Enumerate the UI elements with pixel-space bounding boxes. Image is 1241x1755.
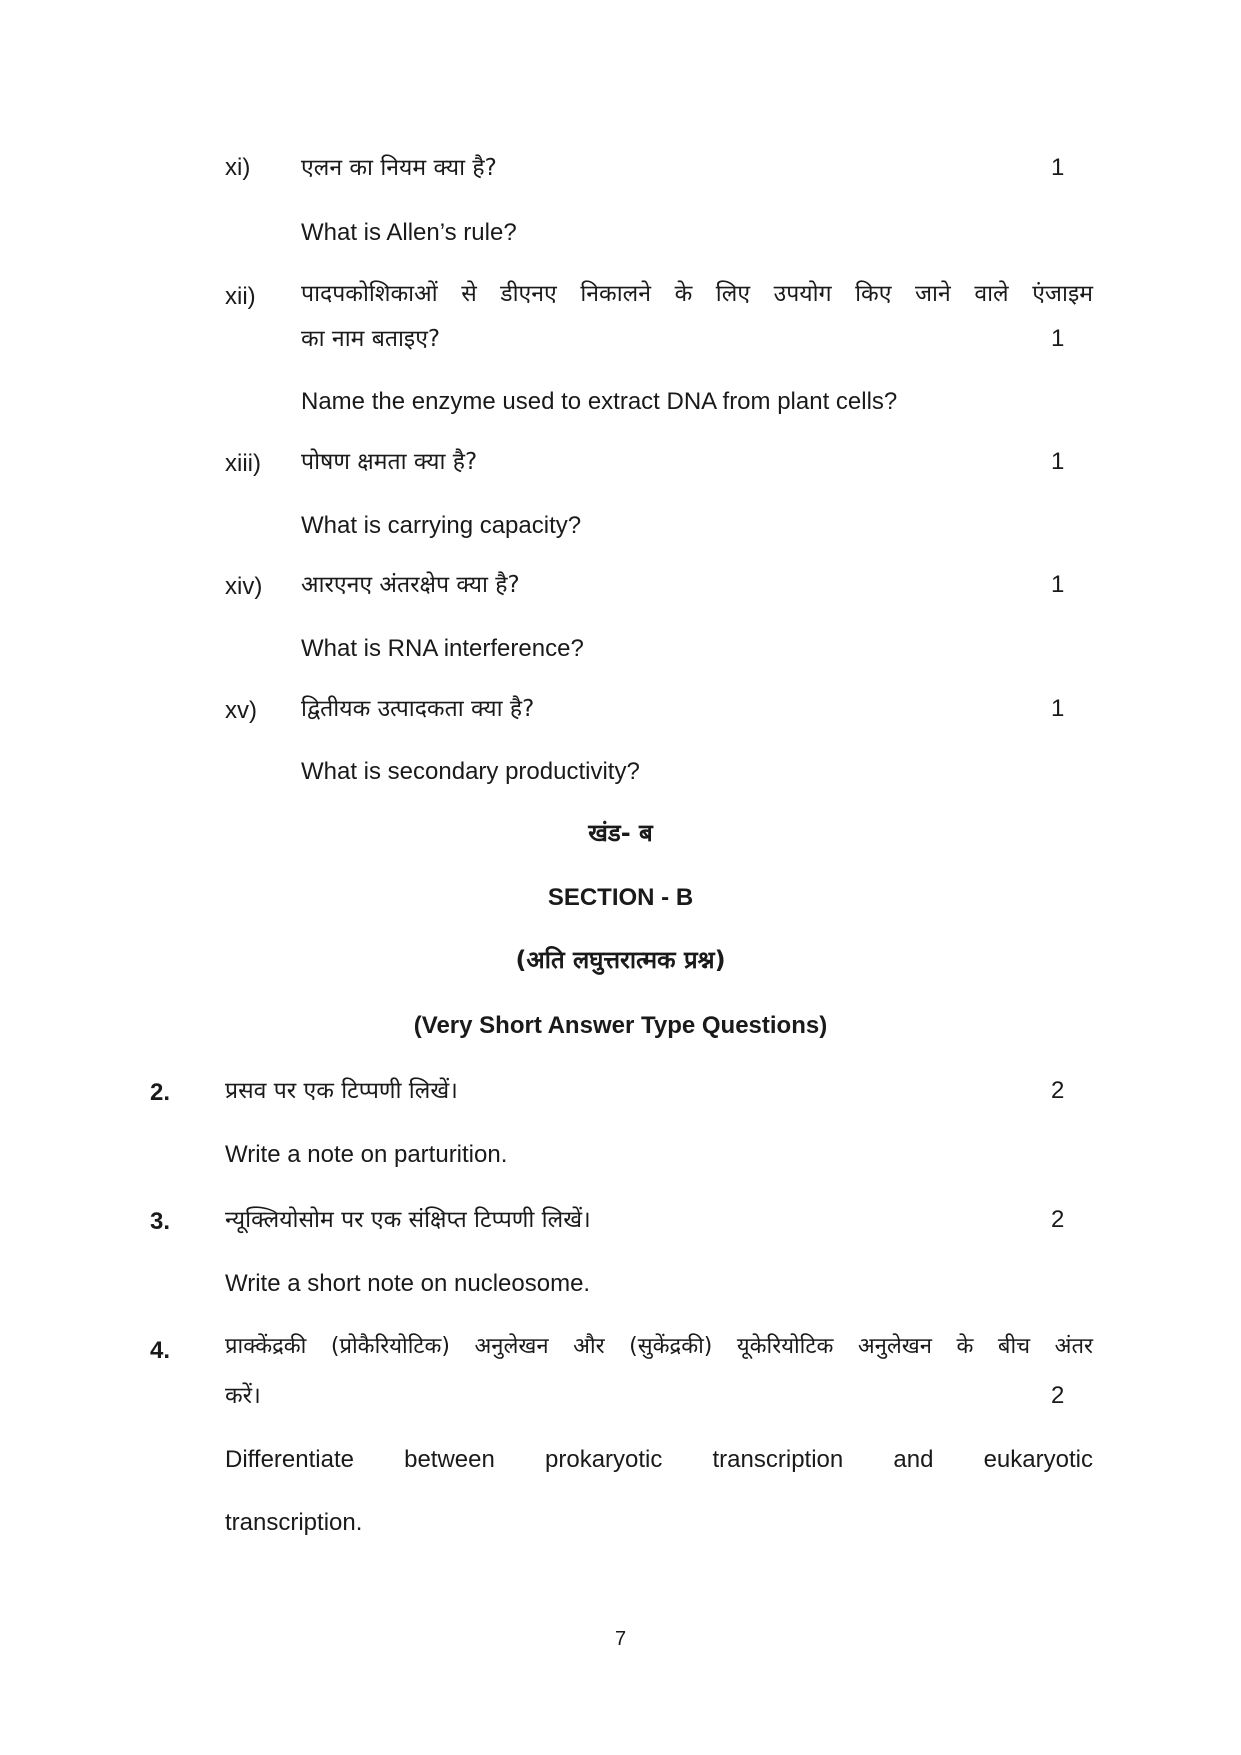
word: and (893, 1446, 934, 1473)
question-english-line (225, 1445, 1093, 1475)
marks: 1 (1051, 325, 1065, 352)
question-english: Write a note on parturition. (225, 1141, 508, 1168)
subquestion-english: What is secondary productivity? (301, 758, 640, 785)
subquestion-english: What is carrying capacity? (301, 512, 582, 539)
marks: 2 (1051, 1382, 1065, 1409)
word: between (404, 1446, 495, 1473)
subquestion-number: xiii) (225, 450, 261, 477)
subquestion-hindi: पादपकोशिकाओं से डीएनए निकालने के लिए उपयोग किए जाने वाले एंजाइम (301, 281, 1093, 307)
question-english: transcription. (225, 1509, 363, 1536)
subquestion-hindi: द्वितीयक उत्पादकता क्या है? (301, 696, 535, 722)
subquestion-number: xiv) (225, 573, 263, 600)
marks: 1 (1051, 448, 1065, 475)
marks: 2 (1051, 1206, 1065, 1233)
question-english: Write a short note on nucleosome. (225, 1270, 591, 1297)
marks: 1 (1051, 571, 1065, 598)
subquestion-english: What is RNA interference? (301, 635, 584, 662)
subquestion-number: xi) (225, 154, 251, 181)
question-number: 2. (150, 1079, 171, 1106)
subquestion-hindi: एलन का नियम क्या है? (301, 155, 497, 181)
subquestion-english: What is Allen’s rule? (301, 219, 517, 246)
question-number: 3. (150, 1208, 171, 1235)
marks: 1 (1051, 154, 1065, 181)
word: transcription (712, 1446, 844, 1473)
section-subtitle: (Very Short Answer Type Questions) (413, 1012, 828, 1039)
question-number: 4. (150, 1337, 171, 1364)
subquestion-hindi: पोषण क्षमता क्या है? (301, 449, 478, 475)
question-hindi: करें। (225, 1383, 261, 1409)
subquestion-number: xii) (225, 283, 256, 310)
section-subtitle-hindi: (अति लघुत्तरात्मक प्रश्न) (515, 946, 726, 974)
subquestion-hindi: आरएनए अंतरक्षेप क्या है? (301, 572, 520, 598)
question-hindi: न्यूक्लियोसोम पर एक संक्षिप्त टिप्पणी लिखें। (225, 1207, 591, 1233)
word: eukaryotic (983, 1446, 1093, 1473)
question-hindi: प्रसव पर एक टिप्पणी लिखें। (225, 1078, 458, 1104)
marks: 1 (1051, 695, 1065, 722)
subquestion-number: xv) (225, 697, 257, 724)
word: Differentiate (225, 1446, 354, 1473)
marks: 2 (1051, 1077, 1065, 1104)
page-number: 7 (614, 1628, 627, 1650)
section-title-hindi: खंड- ब (588, 819, 653, 847)
word: prokaryotic (545, 1446, 663, 1473)
section-title: SECTION - B (547, 884, 694, 911)
subquestion-english: Name the enzyme used to extract DNA from plant cells? (301, 388, 898, 415)
question-hindi: प्राक्केंद्रकी (प्रोकैरियोटिक) अनुलेखन और (सुकेंद्रकी) यूकेरियोटिक अनुलेखन के बीच अंतर (225, 1334, 1093, 1359)
subquestion-hindi: का नाम बताइए? (301, 326, 441, 352)
